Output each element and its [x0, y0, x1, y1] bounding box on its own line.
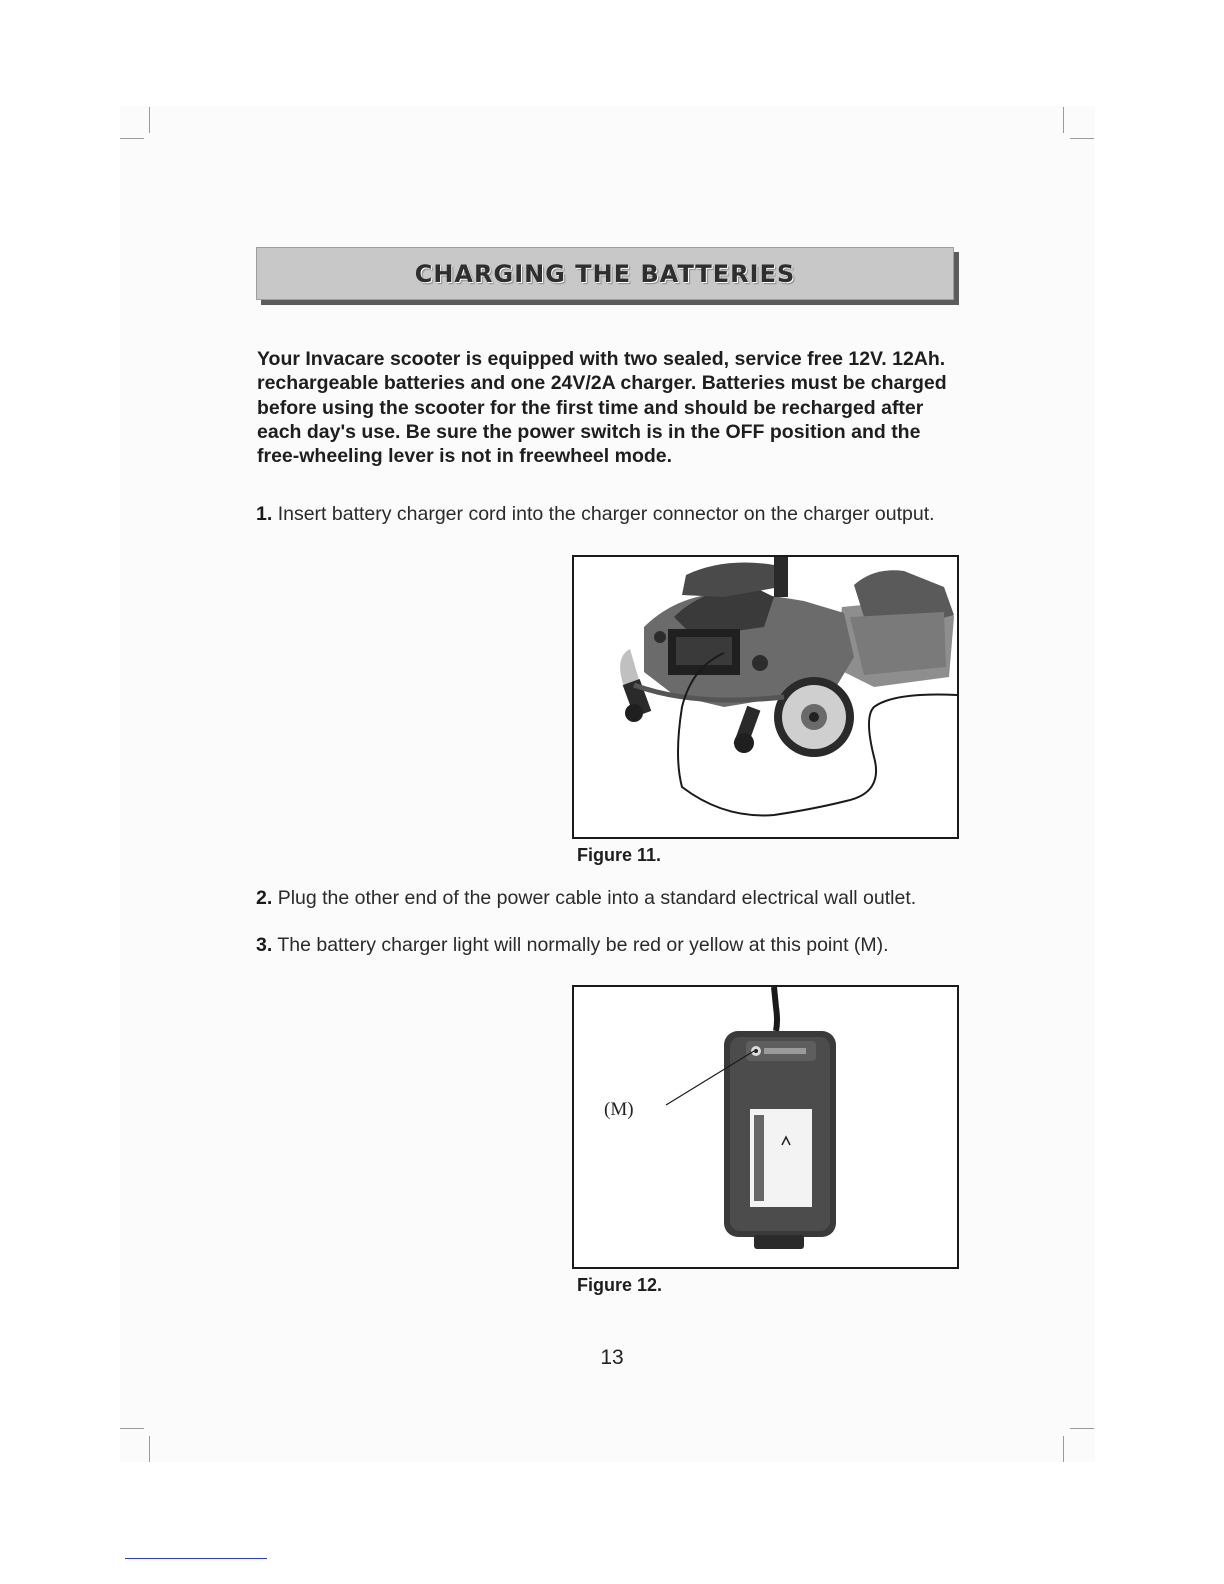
step-number: 3.: [256, 934, 273, 956]
crop-mark-top-left-h: [120, 138, 144, 139]
bottom-rule: [125, 1558, 267, 1559]
step-text: Insert battery charger cord into the charger connector on the charger output.: [277, 503, 935, 525]
section-heading-box: [256, 247, 954, 300]
step-number: 1.: [256, 503, 273, 525]
callout-label-m: (M): [604, 1099, 634, 1120]
step-text: The battery charger light will normally be red or yellow at this point (M).: [277, 934, 889, 956]
crop-mark-top-left-v: [149, 107, 150, 133]
crop-mark-top-right-v: [1063, 107, 1064, 133]
step-1: [256, 502, 976, 526]
step-number: 2.: [256, 887, 273, 909]
section-heading: CHARGING THE BATTERIES: [414, 259, 796, 288]
figure-11-caption: Figure 11.: [577, 845, 662, 865]
step-2: [256, 886, 976, 910]
step-text: Plug the other end of the power cable into a standard electrical wall outlet.: [277, 887, 917, 909]
crop-mark-bottom-left-v: [149, 1436, 150, 1462]
figure-11-image: [572, 555, 959, 839]
figure-12-image: [572, 985, 959, 1269]
crop-mark-top-right-h: [1070, 138, 1094, 139]
page-number: 13: [600, 1346, 624, 1369]
step-3: [256, 933, 976, 957]
crop-mark-bottom-left-h: [120, 1428, 144, 1429]
crop-mark-bottom-right-v: [1063, 1436, 1064, 1462]
crop-mark-bottom-right-h: [1070, 1428, 1094, 1429]
figure-12-caption: Figure 12.: [577, 1275, 663, 1295]
intro-paragraph: Your Invacare scooter is equipped with two sealed, service free 12V. 12Ah. rechargeable batteries and one 24V/2A charger. Batteries must be charged before using the scooter for the first time and should be recharged after each day's use. Be sure the power switch is in the OFF position and the free-wheeling lever is not in freewheel mode.: [257, 348, 947, 468]
